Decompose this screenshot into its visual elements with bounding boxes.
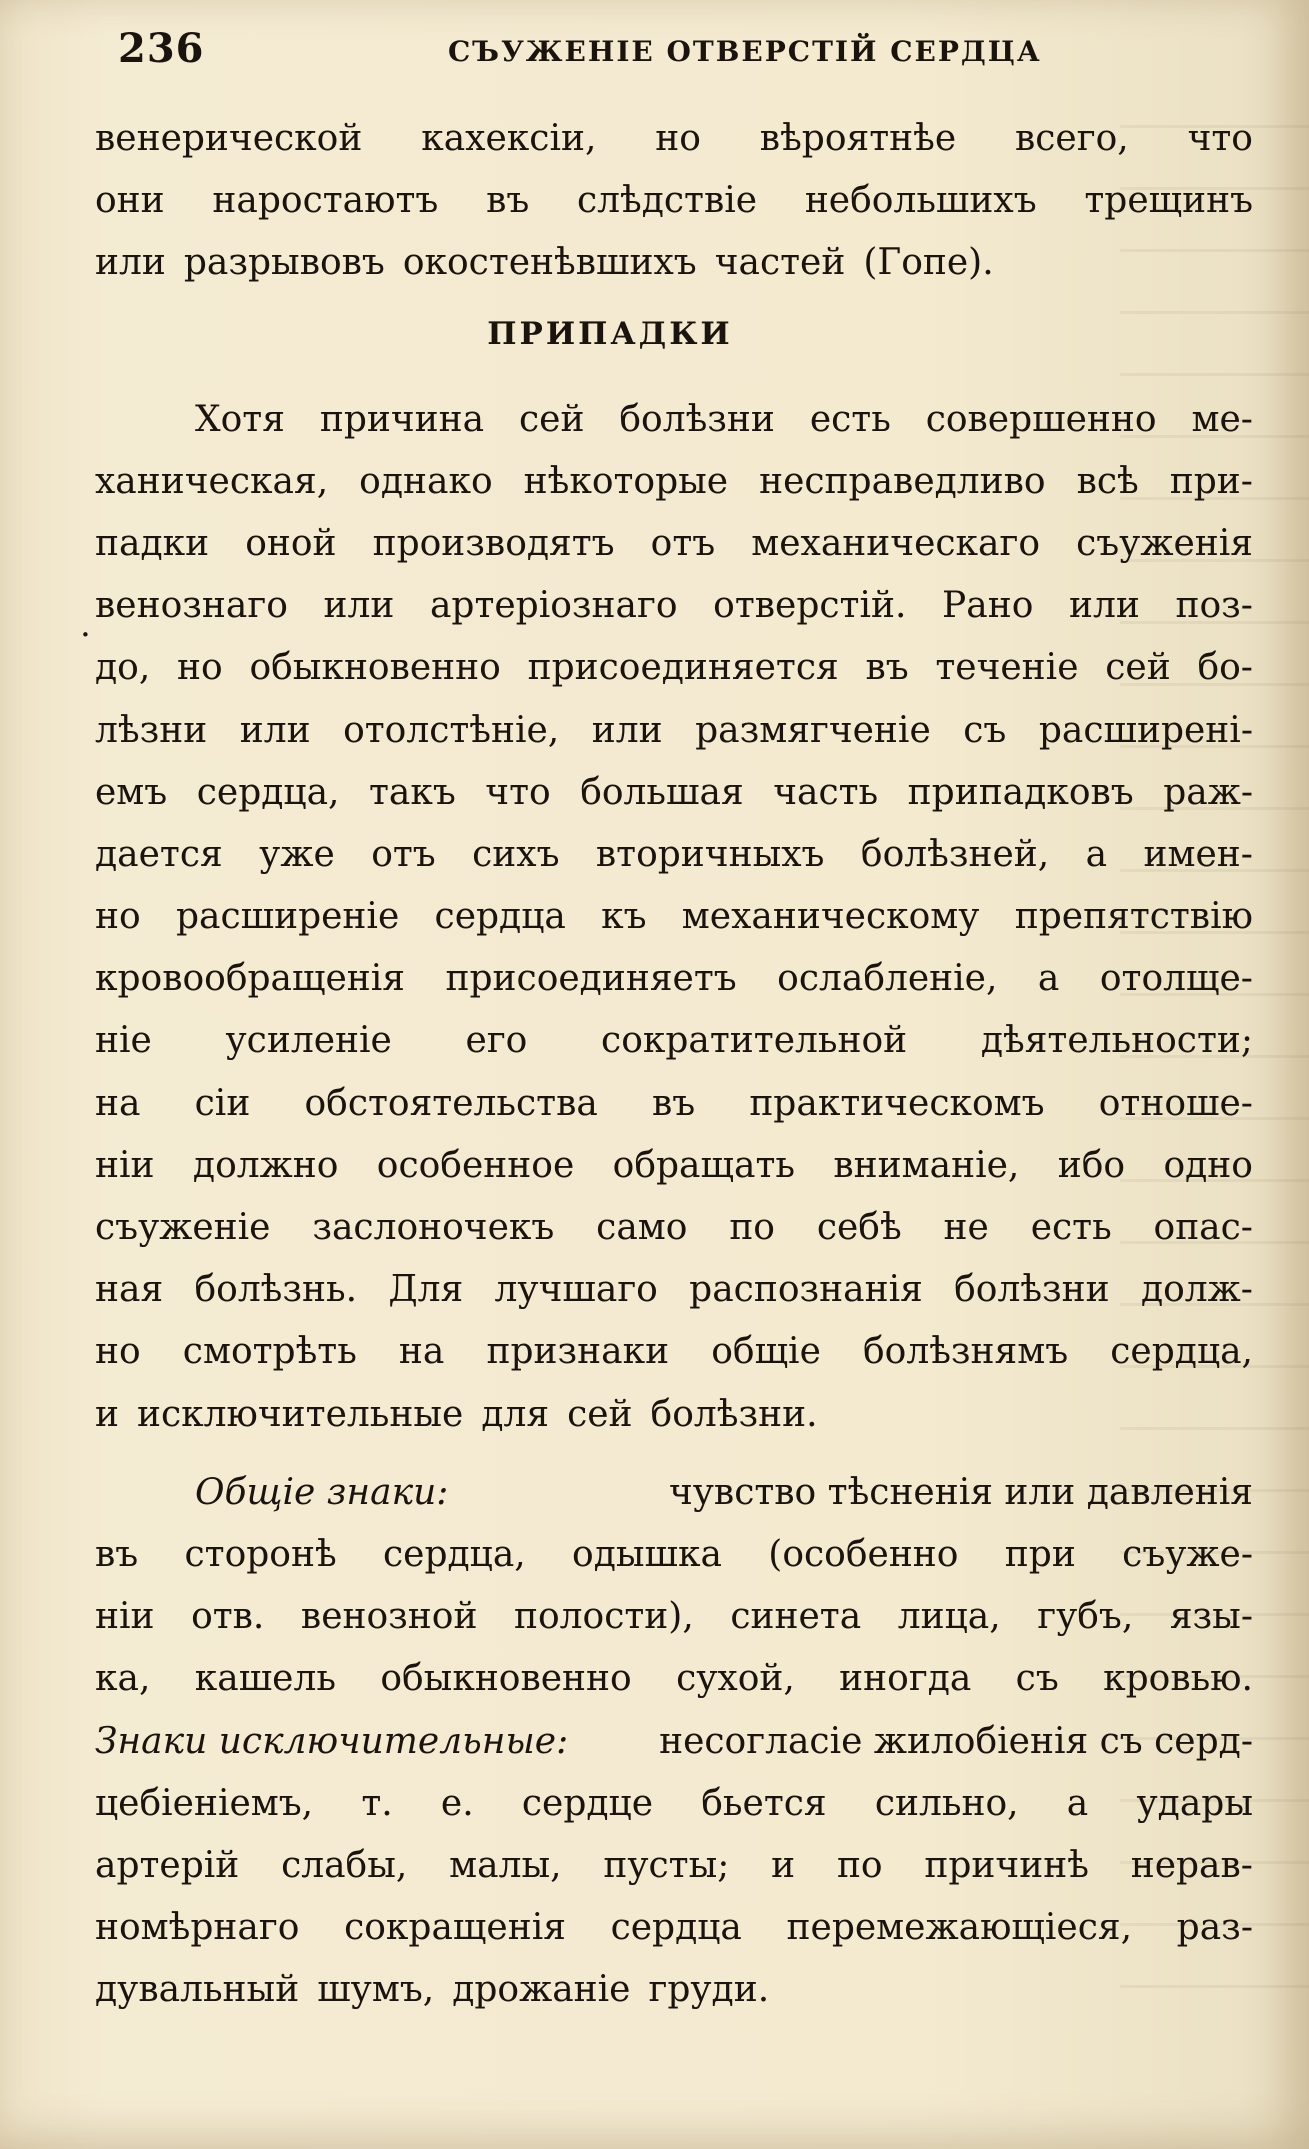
word: артеріознаго <box>429 585 678 627</box>
word: и <box>95 1393 119 1435</box>
word: ослабленіе, <box>777 958 998 1000</box>
text-line <box>95 1524 1265 1586</box>
word: раз- <box>1176 1907 1253 1949</box>
word: распознанія <box>689 1269 923 1311</box>
word: емъ <box>95 771 168 813</box>
word: долж- <box>1140 1269 1253 1311</box>
word: препятствію <box>1014 896 1253 938</box>
word: болѣзни <box>619 398 775 440</box>
word: до, <box>95 647 151 689</box>
word: полости), <box>514 1596 694 1638</box>
word: въ <box>651 1082 696 1124</box>
word: цебіеніемъ, <box>95 1782 314 1824</box>
word: а <box>1066 1782 1089 1824</box>
word: практическомъ <box>749 1082 1045 1124</box>
word: большая <box>580 771 744 813</box>
word: перемежающіеся, <box>786 1907 1133 1949</box>
word: губъ, <box>1037 1596 1134 1638</box>
paragraph-signs <box>95 1462 1265 2022</box>
word: производятъ <box>372 522 615 564</box>
text-line <box>95 513 1265 575</box>
word: но <box>177 647 223 689</box>
word: т. <box>361 1782 393 1824</box>
word: смотрѣть <box>182 1331 357 1373</box>
word: сихъ <box>472 833 560 875</box>
word: нерав- <box>1130 1844 1253 1886</box>
word: ме- <box>1191 398 1253 440</box>
word: совершенно <box>925 398 1157 440</box>
word: кровью. <box>1103 1658 1253 1700</box>
word: дрожаніе <box>452 1969 631 2011</box>
word: а <box>1037 958 1060 1000</box>
word: опас- <box>1153 1207 1253 1248</box>
word: но <box>95 1331 141 1373</box>
word: всѣ <box>1076 460 1139 502</box>
word: лѣзни <box>95 709 208 751</box>
text-line <box>95 1321 1265 1383</box>
word: и <box>771 1844 796 1886</box>
general-signs-text: чувство тѣсненія или давленія <box>668 1471 1253 1513</box>
word: сердца, <box>196 771 340 813</box>
word: или <box>591 709 663 751</box>
word: малы, <box>449 1844 562 1886</box>
text-line <box>95 1586 1265 1648</box>
word: сей <box>567 1393 633 1435</box>
paragraph-continuation <box>95 108 1265 295</box>
text-line <box>95 1384 1265 1446</box>
section-heading: ПРИПАДКИ <box>487 315 733 352</box>
word: (Гопе). <box>863 242 994 284</box>
word: но <box>655 118 701 159</box>
word: уже <box>259 833 335 875</box>
word: оной <box>245 522 337 564</box>
word: лица, <box>897 1596 1001 1638</box>
word: отъ <box>650 522 716 564</box>
word: однако <box>359 460 493 502</box>
word: съуже- <box>1122 1533 1253 1575</box>
word: ка, <box>95 1658 151 1700</box>
text-line <box>95 108 1265 170</box>
word: иногда <box>839 1658 972 1700</box>
word: венерической <box>95 118 363 159</box>
word: или <box>323 585 395 627</box>
word: припадковъ <box>907 771 1134 813</box>
word: особенное <box>376 1144 575 1186</box>
running-title: СЪУЖЕНІЕ ОТВЕРСТІЙ СЕРДЦА <box>448 35 1042 68</box>
word: вѣроятнѣе <box>759 118 957 159</box>
exclusive-signs-label: Знаки исключительные: <box>95 1720 569 1762</box>
word: вниманіе, <box>833 1144 1020 1186</box>
word: одышка <box>572 1533 722 1575</box>
word: не <box>943 1207 989 1248</box>
exclusive-signs-lines <box>95 1773 1265 2022</box>
text-line <box>95 170 1265 232</box>
word: усиленіе <box>225 1020 392 1062</box>
word: дѣятельности; <box>980 1020 1253 1062</box>
text-line <box>95 389 1265 451</box>
word: номѣрнаго <box>95 1907 300 1949</box>
word: болѣзнь. <box>194 1269 358 1311</box>
word: часть <box>773 771 879 813</box>
word: венозной <box>300 1596 478 1638</box>
word: сей <box>519 398 585 440</box>
running-head <box>118 25 1118 85</box>
word: Рано <box>942 585 1034 627</box>
text-line <box>95 637 1265 699</box>
word: обыкновенно <box>380 1658 632 1700</box>
text-line <box>95 451 1265 513</box>
text-line <box>95 1773 1265 1835</box>
word: отноше- <box>1098 1082 1253 1124</box>
word: небольшихъ <box>804 180 1037 222</box>
text-line <box>95 1010 1265 1072</box>
word: обращать <box>612 1144 795 1186</box>
word: Для <box>388 1269 464 1311</box>
margin-dot: . <box>80 605 91 645</box>
word: бо- <box>1197 647 1253 689</box>
word: удары <box>1136 1782 1253 1824</box>
word: язы- <box>1169 1596 1253 1638</box>
word: разрывовъ <box>183 242 385 284</box>
word: присоединяется <box>527 647 839 689</box>
word: сердце <box>521 1782 654 1824</box>
word: отв. <box>191 1596 265 1638</box>
paragraph-gap <box>95 1446 1265 1462</box>
word: заслоночекъ <box>312 1207 555 1248</box>
word: ная <box>95 1269 164 1311</box>
word: себѣ <box>816 1207 902 1248</box>
word: въ <box>865 647 909 689</box>
word: сторонѣ <box>184 1533 337 1575</box>
text-line <box>95 1462 1265 1524</box>
word: болѣзни. <box>650 1393 818 1435</box>
word: груди. <box>648 1969 770 2011</box>
word: такъ <box>368 771 456 813</box>
word: дувальный <box>95 1969 300 2011</box>
word: въ <box>486 180 530 222</box>
word: сильно, <box>874 1782 1019 1824</box>
word: Хотя <box>195 398 285 440</box>
word: отолстѣніе, <box>343 709 560 751</box>
word: отверстій. <box>713 585 907 627</box>
word: дается <box>95 833 223 875</box>
text-line <box>95 1711 1265 1773</box>
word: или <box>1068 585 1140 627</box>
word: сей <box>1105 647 1171 689</box>
word: синета <box>730 1596 862 1638</box>
word: слабы, <box>281 1844 408 1886</box>
word: слѣдствіе <box>576 180 758 222</box>
word: артерій <box>95 1844 240 1886</box>
word: что <box>485 771 551 813</box>
word: сердца, <box>1110 1331 1253 1373</box>
text-line <box>95 575 1265 637</box>
text-line <box>95 700 1265 762</box>
word: для <box>481 1393 550 1435</box>
page-number: 236 <box>118 25 205 72</box>
word: причинѣ <box>924 1844 1089 1886</box>
text-line <box>95 1197 1265 1259</box>
word: трещинъ <box>1084 180 1253 222</box>
paragraph-symptoms-intro <box>95 389 1265 1446</box>
word: окостенѣвшихъ <box>402 242 697 284</box>
word: теченіе <box>935 647 1079 689</box>
word: кровообращенія <box>95 958 406 1000</box>
word: или <box>239 709 311 751</box>
word: размягченіе <box>695 709 931 751</box>
word: всего, <box>1015 118 1129 159</box>
general-signs-lines <box>95 1524 1265 1711</box>
word: пусты; <box>603 1844 730 1886</box>
word: но <box>95 896 141 938</box>
word: болѣзнямъ <box>862 1331 1069 1373</box>
word: одно <box>1163 1144 1253 1186</box>
exclusive-signs-text: несогласіе жилобіенія съ серд- <box>659 1720 1253 1762</box>
word: сократительной <box>601 1020 908 1062</box>
word: механическому <box>681 896 980 938</box>
word: съуженіе <box>95 1207 271 1248</box>
word: шумъ, <box>317 1969 435 2011</box>
text-line <box>95 1135 1265 1197</box>
word: при <box>1004 1533 1076 1575</box>
word: (особенно <box>768 1533 959 1575</box>
word: падки <box>95 522 210 564</box>
word: при- <box>1169 460 1253 502</box>
word: бьется <box>701 1782 827 1824</box>
word: нѣкоторые <box>523 460 729 502</box>
word: должно <box>192 1144 339 1186</box>
word: расширеніе <box>175 896 400 938</box>
word: есть <box>1030 1207 1112 1248</box>
word: что <box>1187 118 1253 159</box>
word: лучшаго <box>494 1269 658 1311</box>
text-line <box>95 1648 1265 1710</box>
text-line <box>95 762 1265 824</box>
word: а <box>1085 833 1108 875</box>
word: на <box>398 1331 445 1373</box>
word: съ <box>963 709 1007 751</box>
word: сухой, <box>676 1658 795 1700</box>
word: есть <box>809 398 891 440</box>
text-line <box>95 824 1265 886</box>
word: съ <box>1015 1658 1059 1700</box>
word: съуженія <box>1076 522 1253 564</box>
body-text <box>95 108 1265 2021</box>
word: по <box>729 1207 775 1248</box>
word: венознаго <box>95 585 288 627</box>
word: раж- <box>1163 771 1253 813</box>
text-line <box>95 1835 1265 1897</box>
word: кашель <box>194 1658 336 1700</box>
word: сіи <box>194 1082 251 1124</box>
word: расширені- <box>1038 709 1253 751</box>
word: сердца <box>434 896 566 938</box>
word: по <box>836 1844 883 1886</box>
word: признаки <box>486 1331 670 1373</box>
word: обстоятельства <box>304 1082 598 1124</box>
word: сердца, <box>382 1533 526 1575</box>
word: они <box>95 180 165 222</box>
word: ніе <box>95 1020 152 1062</box>
word: наростаютъ <box>212 180 439 222</box>
word: ніи <box>95 1144 155 1186</box>
text-line <box>95 1259 1265 1321</box>
word: на <box>95 1082 141 1124</box>
text-line <box>95 232 1265 294</box>
text-line <box>95 1073 1265 1135</box>
word: ніи <box>95 1596 155 1638</box>
word: болѣзней, <box>860 833 1050 875</box>
general-signs-label: Общіе знаки: <box>195 1471 449 1513</box>
word: общіе <box>711 1331 821 1373</box>
word: само <box>596 1207 688 1248</box>
word: ханическая, <box>95 460 329 502</box>
word: ибо <box>1057 1144 1126 1186</box>
word: присоединяетъ <box>445 958 737 1000</box>
word: поз- <box>1175 585 1253 627</box>
word: обыкновенно <box>249 647 501 689</box>
text-line <box>95 948 1265 1010</box>
word: отъ <box>371 833 436 875</box>
word: причина <box>319 398 485 440</box>
word: болѣзни <box>954 1269 1110 1311</box>
text-line <box>95 1897 1265 1959</box>
text-line <box>95 886 1265 948</box>
word: его <box>465 1020 528 1062</box>
word: исключительные <box>137 1393 464 1435</box>
word: къ <box>601 896 647 938</box>
word: частей <box>714 242 846 284</box>
word: имен- <box>1143 833 1253 875</box>
word: кахексіи, <box>421 118 597 159</box>
word: вторичныхъ <box>595 833 825 875</box>
word: несправедливо <box>759 460 1046 502</box>
word: сокращенія <box>344 1907 566 1949</box>
word: или <box>95 242 166 284</box>
word: механическаго <box>751 522 1041 564</box>
text-line <box>95 1959 1265 2021</box>
word: е. <box>440 1782 474 1824</box>
word: въ <box>95 1533 139 1575</box>
word: отолще- <box>1099 958 1253 1000</box>
word: сердца <box>610 1907 742 1949</box>
